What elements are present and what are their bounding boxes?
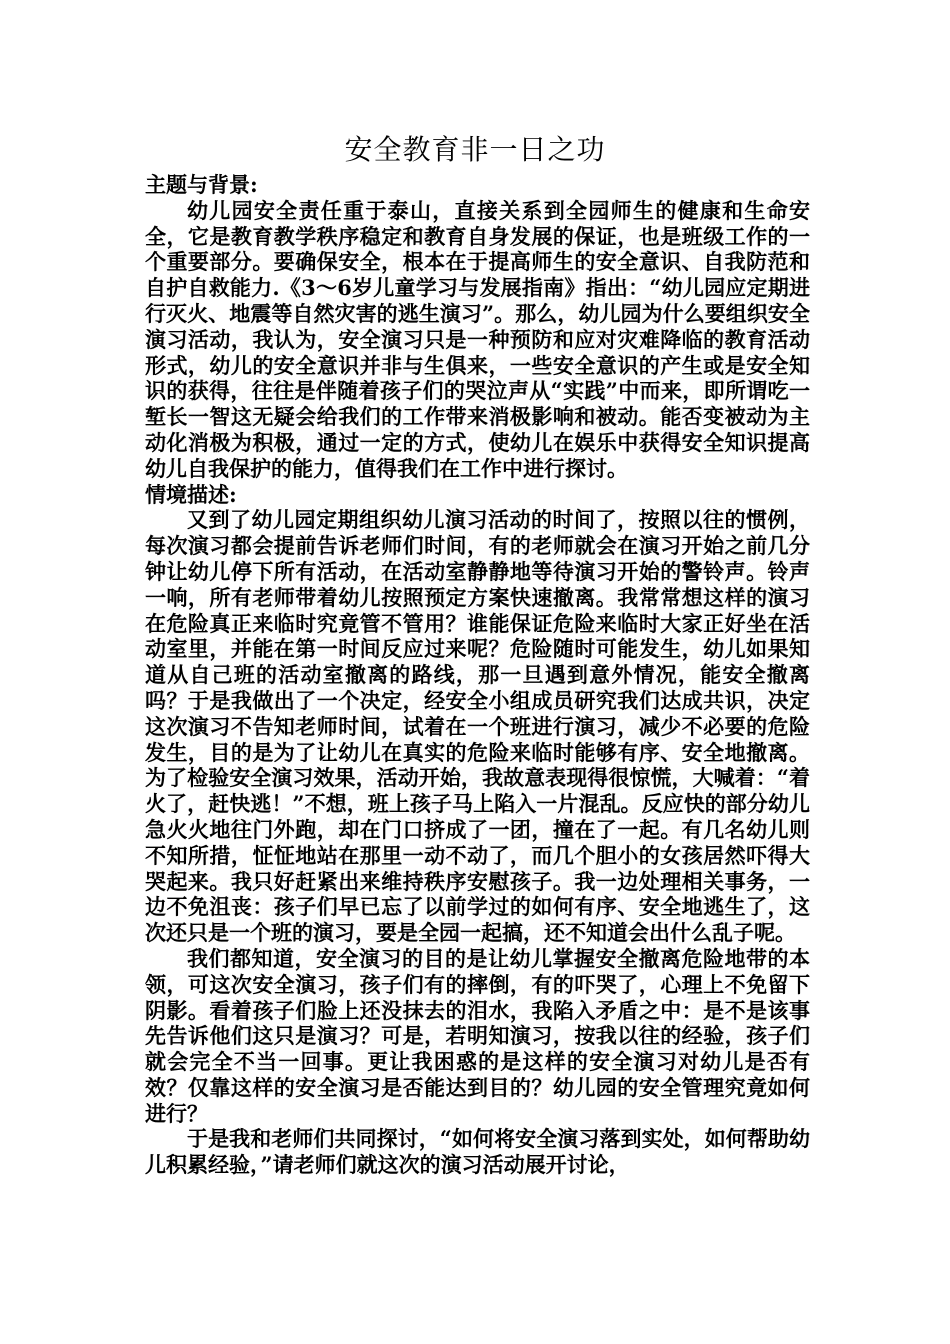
paragraph: 又到了幼儿园定期组织幼儿演习活动的时间了，按照以往的惯例，每次演习都会提前告诉老师们时间，有的老师就会在演习开始之前几分钟让幼儿停下所有活动，在活动室静静地等待演习开始的警铃声。铃声一响，所有老师带着幼儿按照预定方案快速撤离。我常常想这样的演习在危险真正来临时究竟管不管用？谁能保证危险来临时大家正好坐在活动室里，并能在第一时间反应过来呢？危险随时可能发生，幼儿如果知道从自己班的活动室撤离的路线，那一旦遇到意外情况，能安全撤离吗？于是我做出了一个决定，经安全小组成员研究我们达成共识，决定这次演习不告知老师时间，试着在一个班进行演习，减少不必要的危险发生，目的是为了让幼儿在真实的危险来临时能够有序、安全地撤离。为了检验安全演习效果，活动开始，我故意表现得很惊慌，大喊着：“着火了，赶快逃！”不想，班上孩子马上陷入一片混乱。反应快的部分幼儿急火火地往门外跑，却在门口挤成了一团，撞在了一起。有几名幼儿则不知所措，怔怔地站在那里一动不动了，而几个胆小的女孩居然吓得大哭起来。我只好赶紧出来维持秩序安慰孩子。我一边处理相关事务，一边不免沮丧：孩子们早已忘了以前学过的如何有序、安全地逃生了，这次还只是一个班的演习，要是全园一起搞，还不知道会出什么乱子呢。 [145, 507, 810, 946]
document-body [145, 172, 810, 1178]
section-background [145, 172, 810, 482]
section-heading-background: 主题与背景: [145, 172, 258, 197]
paragraph: 我们都知道，安全演习的目的是让幼儿掌握安全撤离危险地带的本领，可这次安全演习，孩子们有的摔倒，有的吓哭了，心理上不免留下阴影。看着孩子们脸上还没抹去的泪水，我陷入矛盾之中：是不是该事先告诉他们这只是演习？可是，若明知演习，按我以往的经验，孩子们就会完全不当一回事。更让我困惑的是这样的安全演习对幼儿是否有效？仅靠这样的安全演习是否能达到目的？幼儿园的安全管理究竟如何进行？ [145, 945, 810, 1126]
paragraph: 于是我和老师们共同探讨，“如何将安全演习落到实处，如何帮助幼儿积累经验，”请老师们就这次的演习活动展开讨论， [145, 1126, 810, 1178]
paragraph: 幼儿园安全责任重于泰山，直接关系到全园师生的健康和生命安全，它是教育教学秩序稳定和教育自身发展的保证，也是班级工作的一个重要部分。要确保安全，根本在于提高师生的安全意识、自我防范和自护自救能力.《3～6岁儿童学习与发展指南》指出：“幼儿园应定期进行灭火、地震等自然灾害的逃生演习”。那么，幼儿园为什么要组织安全演习活动，我认为，安全演习只是一种预防和应对灾难降临的教育活动形式，幼儿的安全意识并非与生俱来，一些安全意识的产生或是安全知识的获得，往往是伴随着孩子们的哭泣声从“实践”中而来，即所谓吃一堑长一智这无疑会给我们的工作带来消极影响和被动。能否变被动为主动化消极为积极，通过一定的方式，使幼儿在娱乐中获得安全知识提高幼儿自我保护的能力，值得我们在工作中进行探讨。 [145, 197, 810, 481]
document-title: 安全教育非一日之功 [344, 133, 606, 166]
section-heading-situation: 情境描述: [145, 481, 237, 507]
section-situation [145, 482, 810, 1179]
